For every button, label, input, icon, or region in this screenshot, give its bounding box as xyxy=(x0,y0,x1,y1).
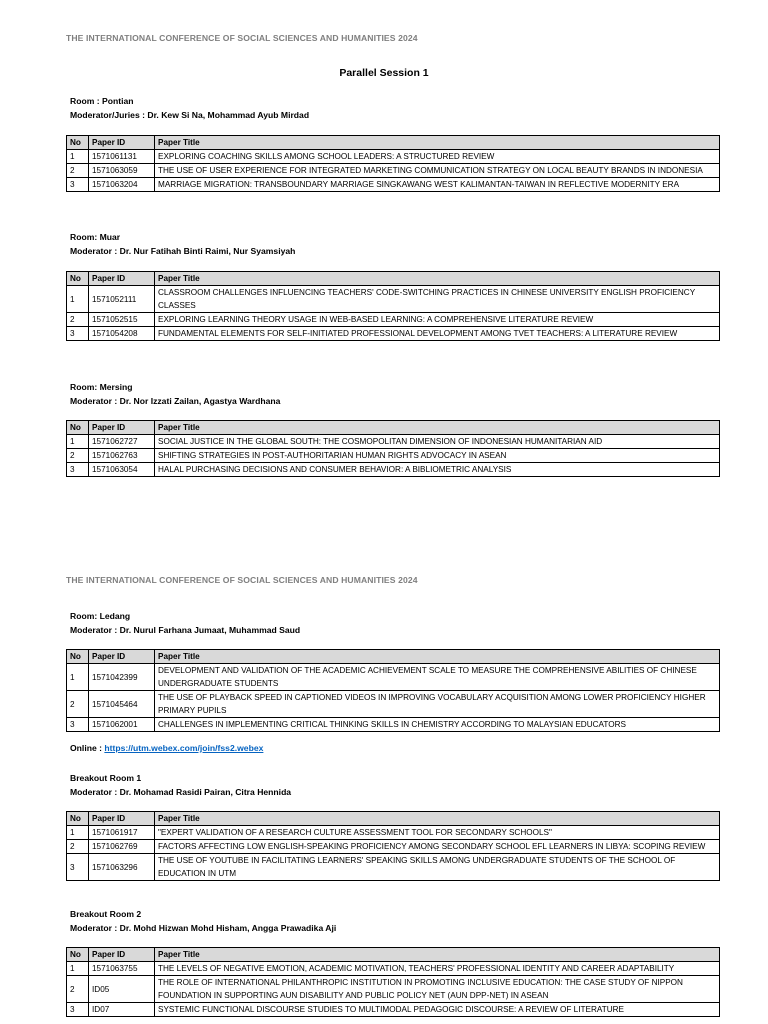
cell-paper-title: SOCIAL JUSTICE IN THE GLOBAL SOUTH: THE COSMOPOLITAN DIMENSION OF INDONESIAN HUMANITARIAN AID xyxy=(155,435,720,449)
cell-paper-title: "EXPERT VALIDATION OF A RESEARCH CULTURE ASSESSMENT TOOL FOR SECONDARY SCHOOLS" xyxy=(155,826,720,840)
cell-no: 1 xyxy=(67,664,89,691)
cell-paper-title: THE USE OF PLAYBACK SPEED IN CAPTIONED VIDEOS IN IMPROVING VOCABULARY ACQUISITION AMONG LOWER PROFICIENCY HIGHER PRIMARY PUPILS xyxy=(155,691,720,718)
column-header-paper-title: Paper Title xyxy=(155,650,720,664)
cell-paper-id: 1571052111 xyxy=(89,286,155,313)
column-header-paper-id: Paper ID xyxy=(89,136,155,150)
table-header-row xyxy=(67,948,720,962)
cell-paper-title: DEVELOPMENT AND VALIDATION OF THE ACADEMIC ACHIEVEMENT SCALE TO MEASURE THE COMPREHENSIVE ABILITIES OF CHINESE UNDERGRADUATE STUDENTS xyxy=(155,664,720,691)
column-header-paper-id: Paper ID xyxy=(89,421,155,435)
session-title: Parallel Session 1 xyxy=(339,67,429,79)
cell-paper-id: 1571063296 xyxy=(89,854,155,881)
table-row xyxy=(67,826,720,840)
room-info xyxy=(70,230,720,258)
table-row xyxy=(67,327,720,341)
column-header-no: No xyxy=(67,272,89,286)
column-header-paper-title: Paper Title xyxy=(155,948,720,962)
column-header-paper-id: Paper ID xyxy=(89,272,155,286)
table-row xyxy=(67,840,720,854)
room-block-breakout-2 xyxy=(66,907,720,935)
cell-paper-id: 1571062727 xyxy=(89,435,155,449)
moderator-line: Moderator : Dr. Nurul Farhana Jumaat, Muhammad Saud xyxy=(70,625,301,635)
table-header-row xyxy=(67,650,720,664)
cell-paper-id: 1571063204 xyxy=(89,178,155,192)
table-row xyxy=(67,286,720,313)
cell-no: 2 xyxy=(67,164,89,178)
cell-paper-title: SHIFTING STRATEGIES IN POST-AUTHORITARIAN HUMAN RIGHTS ADVOCACY IN ASEAN xyxy=(155,449,720,463)
table-row xyxy=(67,150,720,164)
cell-paper-title: THE LEVELS OF NEGATIVE EMOTION, ACADEMIC MOTIVATION, TEACHERS' PROFESSIONAL IDENTITY AND CAREER ADAPTABILITY xyxy=(155,962,720,976)
cell-no: 3 xyxy=(67,718,89,732)
cell-paper-id: 1571062769 xyxy=(89,840,155,854)
cell-paper-title: MARRIAGE MIGRATION: TRANSBOUNDARY MARRIAGE SINGKAWANG WEST KALIMANTAN-TAIWAN IN REFLECTIVE MODERNITY ERA xyxy=(155,178,720,192)
cell-paper-title: SYSTEMIC FUNCTIONAL DISCOURSE STUDIES TO MULTIMODAL PEDAGOGIC DISCOURSE: A REVIEW OF LITERATURE xyxy=(155,1003,720,1017)
cell-paper-id: 1571061131 xyxy=(89,150,155,164)
moderator-line: Moderator : Dr. Mohamad Rasidi Pairan, Citra Hennida xyxy=(70,787,292,797)
paper-table xyxy=(66,135,720,192)
cell-paper-id: 1571054208 xyxy=(89,327,155,341)
room-block-breakout-1 xyxy=(66,771,720,799)
room-info xyxy=(70,907,720,935)
moderator-line: Moderator : Dr. Nur Fatihah Binti Raimi, Nur Syamsiyah xyxy=(70,246,296,256)
paper-table-breakout-1 xyxy=(66,811,720,881)
column-header-paper-id: Paper ID xyxy=(89,948,155,962)
cell-paper-id: ID07 xyxy=(89,1003,155,1017)
paper-table-mersing xyxy=(66,420,720,477)
cell-paper-id: 1571062001 xyxy=(89,718,155,732)
column-header-paper-id: Paper ID xyxy=(89,812,155,826)
column-header-no: No xyxy=(67,421,89,435)
conference-header-page-2: THE INTERNATIONAL CONFERENCE OF SOCIAL SCIENCES AND HUMANITIES 2024 xyxy=(66,575,418,585)
cell-paper-id: ID05 xyxy=(89,976,155,1003)
cell-paper-id: 1571052515 xyxy=(89,313,155,327)
cell-no: 1 xyxy=(67,826,89,840)
column-header-paper-title: Paper Title xyxy=(155,272,720,286)
table-row xyxy=(67,664,720,691)
room-name: Room: Muar xyxy=(70,232,121,242)
paper-table-pontian xyxy=(66,135,720,192)
table-row xyxy=(67,449,720,463)
table-row xyxy=(67,962,720,976)
cell-no: 1 xyxy=(67,286,89,313)
table-header-row xyxy=(67,812,720,826)
cell-paper-title: THE USE OF USER EXPERIENCE FOR INTEGRATED MARKETING COMMUNICATION STRATEGY ON LOCAL BEAUTY BRANDS IN INDONESIA xyxy=(155,164,720,178)
room-block-muar xyxy=(66,230,720,258)
room-info xyxy=(70,771,720,799)
table-row xyxy=(67,1003,720,1017)
paper-table xyxy=(66,420,720,477)
table-row xyxy=(67,854,720,881)
room-info xyxy=(70,609,720,637)
cell-paper-id: 1571063059 xyxy=(89,164,155,178)
webex-link[interactable]: https://utm.webex.com/join/fss2.webex xyxy=(104,743,264,753)
cell-paper-title: FUNDAMENTAL ELEMENTS FOR SELF-INITIATED PROFESSIONAL DEVELOPMENT AMONG TVET TEACHERS: A LITERATURE REVIEW xyxy=(155,327,720,341)
cell-no: 1 xyxy=(67,150,89,164)
cell-no: 3 xyxy=(67,1003,89,1017)
cell-paper-title: HALAL PURCHASING DECISIONS AND CONSUMER BEHAVIOR: A BIBLIOMETRIC ANALYSIS xyxy=(155,463,720,477)
cell-paper-id: 1571045464 xyxy=(89,691,155,718)
online-label: Online : xyxy=(70,743,105,753)
cell-no: 2 xyxy=(67,313,89,327)
table-header-row xyxy=(67,136,720,150)
column-header-no: No xyxy=(67,650,89,664)
room-name: Room: Ledang xyxy=(70,611,131,621)
cell-no: 3 xyxy=(67,854,89,881)
cell-no: 2 xyxy=(67,449,89,463)
table-row xyxy=(67,976,720,1003)
room-name: Breakout Room 2 xyxy=(70,909,142,919)
cell-no: 3 xyxy=(67,178,89,192)
cell-no: 3 xyxy=(67,463,89,477)
column-header-no: No xyxy=(67,948,89,962)
table-row xyxy=(67,164,720,178)
room-block-pontian xyxy=(66,94,720,122)
table-row xyxy=(67,463,720,477)
room-block-ledang xyxy=(66,609,720,637)
cell-no: 2 xyxy=(67,976,89,1003)
cell-paper-title: EXPLORING LEARNING THEORY USAGE IN WEB-BASED LEARNING: A COMPREHENSIVE LITERATURE REVIEW xyxy=(155,313,720,327)
column-header-paper-id: Paper ID xyxy=(89,650,155,664)
room-name: Room : Pontian xyxy=(70,96,134,106)
room-block-mersing xyxy=(66,380,720,408)
online-line xyxy=(70,743,263,753)
table-row xyxy=(67,718,720,732)
cell-paper-id: 1571042399 xyxy=(89,664,155,691)
room-info xyxy=(70,94,720,122)
column-header-no: No xyxy=(67,136,89,150)
cell-paper-title: FACTORS AFFECTING LOW ENGLISH-SPEAKING PROFICIENCY AMONG SECONDARY SCHOOL EFL LEARNERS IN LIBYA: SCOPING REVIEW xyxy=(155,840,720,854)
cell-no: 2 xyxy=(67,840,89,854)
table-row xyxy=(67,691,720,718)
paper-table xyxy=(66,947,720,1017)
column-header-paper-title: Paper Title xyxy=(155,421,720,435)
moderator-line: Moderator : Dr. Mohd Hizwan Mohd Hisham, Angga Prawadika Aji xyxy=(70,923,337,933)
moderator-line: Moderator : Dr. Nor Izzati Zailan, Agastya Wardhana xyxy=(70,396,281,406)
room-name: Room: Mersing xyxy=(70,382,133,392)
table-row xyxy=(67,178,720,192)
cell-no: 2 xyxy=(67,691,89,718)
cell-paper-id: 1571063054 xyxy=(89,463,155,477)
paper-table xyxy=(66,649,720,732)
conference-header: THE INTERNATIONAL CONFERENCE OF SOCIAL SCIENCES AND HUMANITIES 2024 xyxy=(66,33,418,43)
paper-table xyxy=(66,271,720,341)
column-header-paper-title: Paper Title xyxy=(155,136,720,150)
cell-paper-title: EXPLORING COACHING SKILLS AMONG SCHOOL LEADERS: A STRUCTURED REVIEW xyxy=(155,150,720,164)
cell-paper-title: THE ROLE OF INTERNATIONAL PHILANTHROPIC INSTITUTION IN PROMOTING INCLUSIVE EDUCATION: THE CASE STUDY OF NIPPON FOUNDATION IN SUPPORTING AUN DISABILITY AND PUBLIC POLICY NET (AUN DPP-NET) IN ASEAN xyxy=(155,976,720,1003)
cell-no: 1 xyxy=(67,435,89,449)
moderator-line: Moderator/Juries : Dr. Kew Si Na, Mohammad Ayub Mirdad xyxy=(70,110,310,120)
cell-paper-id: 1571063755 xyxy=(89,962,155,976)
cell-paper-id: 1571062763 xyxy=(89,449,155,463)
cell-no: 3 xyxy=(67,327,89,341)
paper-table xyxy=(66,811,720,881)
table-row xyxy=(67,313,720,327)
table-header-row xyxy=(67,421,720,435)
cell-no: 1 xyxy=(67,962,89,976)
cell-paper-title: CLASSROOM CHALLENGES INFLUENCING TEACHERS' CODE-SWITCHING PRACTICES IN CHINESE UNIVERSITY ENGLISH PROFICIENCY CLASSES xyxy=(155,286,720,313)
cell-paper-id: 1571061917 xyxy=(89,826,155,840)
room-name: Breakout Room 1 xyxy=(70,773,142,783)
room-info xyxy=(70,380,720,408)
column-header-paper-title: Paper Title xyxy=(155,812,720,826)
paper-table-ledang xyxy=(66,649,720,732)
paper-table-breakout-2 xyxy=(66,947,720,1017)
table-header-row xyxy=(67,272,720,286)
cell-paper-title: CHALLENGES IN IMPLEMENTING CRITICAL THINKING SKILLS IN CHEMISTRY ACCORDING TO MALAYSIAN EDUCATORS xyxy=(155,718,720,732)
paper-table-muar xyxy=(66,271,720,341)
table-row xyxy=(67,435,720,449)
column-header-no: No xyxy=(67,812,89,826)
cell-paper-title: THE USE OF YOUTUBE IN FACILITATING LEARNERS' SPEAKING SKILLS AMONG UNDERGRADUATE STUDENTS OF THE SCHOOL OF EDUCATION IN UTM xyxy=(155,854,720,881)
